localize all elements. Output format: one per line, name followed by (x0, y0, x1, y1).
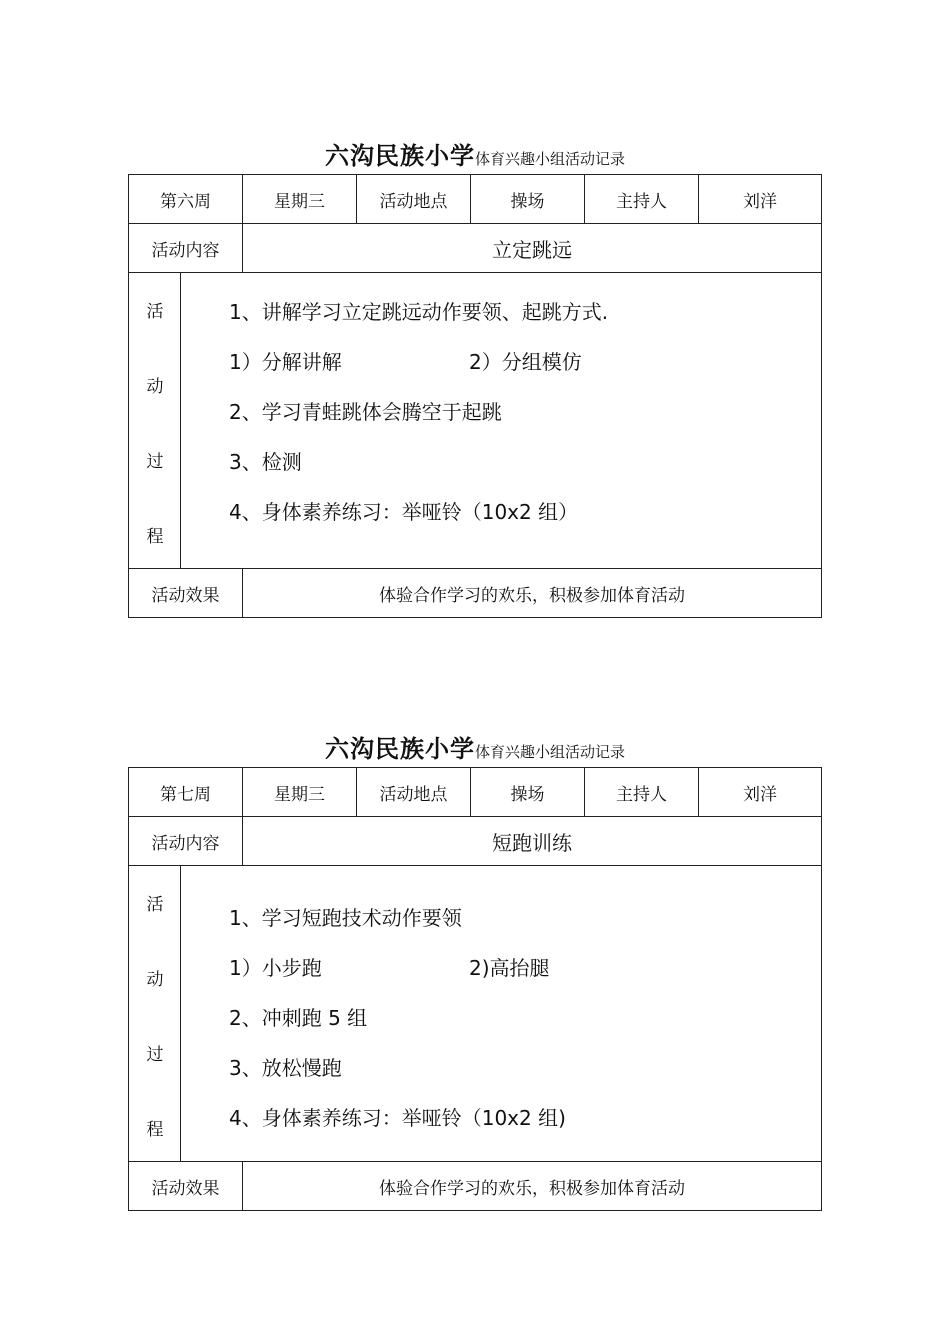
location-value: 操场 (510, 784, 545, 805)
process-label-char: 程 (146, 1120, 164, 1140)
process-line: 1、讲解学习立定跳远动作要领、起跳方式. (229, 300, 609, 324)
content-value: 短跑训练 (492, 830, 572, 855)
record-table (128, 767, 822, 1211)
week-cell: 第六周 (160, 191, 211, 212)
record-title (128, 729, 822, 764)
process-line-part: 1）小步跑 (229, 956, 322, 980)
location-value: 操场 (510, 191, 545, 212)
process-line: 4、身体素养练习：举哑铃（10x2 组) (229, 1106, 566, 1130)
content-label: 活动内容 (151, 833, 220, 854)
effect-label: 活动效果 (151, 585, 220, 606)
host-value: 刘洋 (743, 191, 777, 212)
effect-label: 活动效果 (151, 1178, 220, 1199)
effect-value: 体验合作学习的欢乐，积极参加体育活动 (379, 585, 685, 606)
weekday-cell: 星期三 (274, 784, 325, 805)
location-label: 活动地点 (379, 191, 448, 212)
process-label-char: 活 (146, 302, 164, 322)
process-label-char: 过 (146, 452, 164, 472)
process-line-part: 2)高抬腿 (469, 956, 550, 980)
effect-value: 体验合作学习的欢乐，积极参加体育活动 (379, 1178, 685, 1199)
week-cell: 第七周 (160, 784, 211, 805)
location-label: 活动地点 (379, 784, 448, 805)
process-line: 2、冲刺跑 5 组 (229, 1006, 368, 1030)
weekday-cell: 星期三 (274, 191, 325, 212)
process-line: 4、身体素养练习：举哑铃（10x2 组） (229, 500, 579, 524)
record-subtitle: 体育兴趣小组活动记录 (474, 150, 625, 168)
host-value: 刘洋 (743, 784, 777, 805)
process-line (229, 952, 550, 981)
process-line: 1、学习短跑技术动作要领 (229, 906, 462, 930)
content-label: 活动内容 (151, 240, 220, 261)
content-value: 立定跳远 (492, 237, 572, 262)
school-name: 六沟民族小学 (324, 735, 475, 763)
school-name: 六沟民族小学 (324, 142, 475, 170)
process-line: 3、放松慢跑 (229, 1056, 342, 1080)
process-line-part: 1）分解讲解 (229, 350, 342, 374)
process-line (229, 346, 582, 375)
process-line-part: 2）分组模仿 (469, 350, 582, 374)
process-label-char: 活 (146, 895, 164, 915)
process-label-char: 程 (146, 527, 164, 547)
record-title (128, 136, 822, 171)
process-line: 2、学习青蛙跳体会腾空于起跳 (229, 400, 502, 424)
record-table (128, 174, 822, 618)
row-divider (129, 272, 821, 273)
row-divider (129, 865, 821, 866)
record-subtitle: 体育兴趣小组活动记录 (474, 743, 625, 761)
process-label-char: 过 (146, 1045, 164, 1065)
host-label: 主持人 (616, 191, 667, 212)
process-label-char: 动 (146, 377, 164, 397)
host-label: 主持人 (616, 784, 667, 805)
process-line: 3、检测 (229, 450, 302, 474)
process-label-char: 动 (146, 970, 164, 990)
